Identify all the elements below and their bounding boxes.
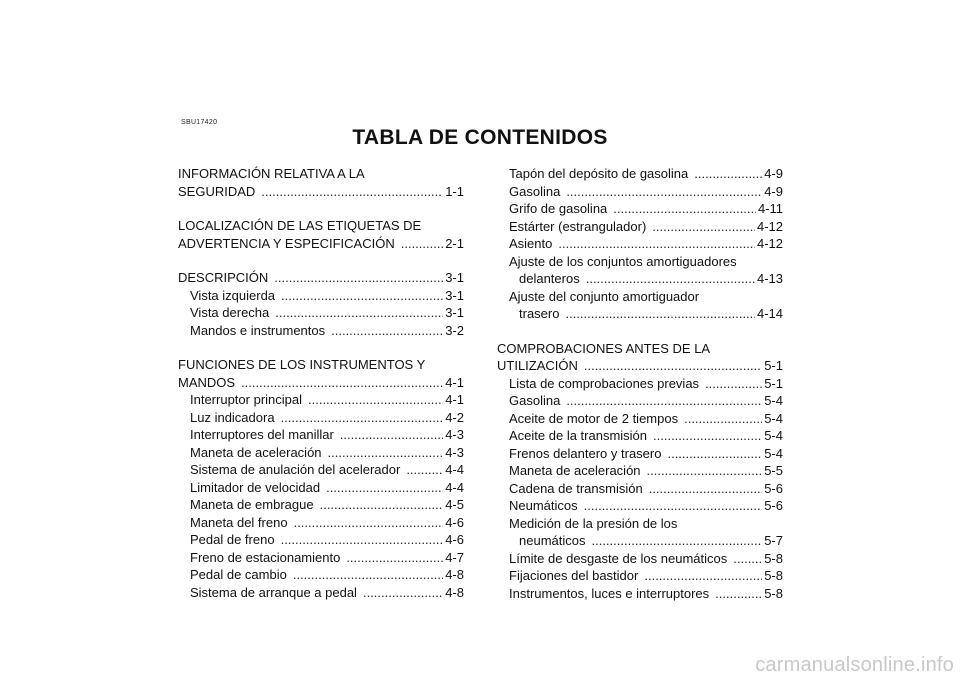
toc-entry-text: DESCRIPCIÓN <box>178 270 269 285</box>
leader-dots <box>293 566 443 584</box>
toc-entry[interactable] <box>497 200 783 218</box>
toc-entry-text: Pedal de cambio <box>190 567 287 582</box>
leader-dots <box>401 235 443 253</box>
toc-entry-text: neumáticos <box>519 533 586 548</box>
toc-entry-text: Límite de desgaste de los neumáticos <box>509 550 728 566</box>
toc-entry-text: Aceite de la transmisión <box>509 428 648 443</box>
toc-entry[interactable] <box>497 497 783 515</box>
toc-entry[interactable] <box>178 514 464 532</box>
toc-entry-text: delanteros <box>519 271 580 286</box>
watermark: carmanualsonline.info <box>755 654 954 676</box>
leader-dots <box>584 357 762 375</box>
toc-entry-text: Gasolina <box>509 393 561 408</box>
toc-entry[interactable] <box>178 531 464 549</box>
leader-dots <box>346 549 443 567</box>
leader-dots <box>649 480 763 498</box>
toc-entry-page: 4-6 <box>445 532 464 547</box>
toc-entry-page: 4-5 <box>445 497 464 512</box>
document-code: SBU17420 <box>181 119 218 126</box>
toc-entry-page: 1-1 <box>445 183 464 199</box>
leader-dots <box>644 567 762 585</box>
leader-dots <box>684 410 762 428</box>
leader-dots <box>653 427 762 445</box>
toc-entry-text: Interruptores del manillar <box>190 427 334 442</box>
leader-dots <box>733 550 762 568</box>
toc-entry-text: Grifo de gasolina <box>509 201 608 216</box>
toc-right-column <box>497 165 783 602</box>
toc-entry[interactable] <box>178 391 464 409</box>
toc-entry-text: INFORMACIÓN RELATIVA A LA <box>178 166 365 181</box>
toc-entry[interactable] <box>497 235 783 253</box>
toc-entry-text: Frenos delantero y trasero <box>509 445 662 461</box>
toc-entry-page: 4-3 <box>445 427 464 442</box>
toc-entry[interactable] <box>497 585 783 603</box>
toc-entry[interactable] <box>497 375 783 393</box>
toc-entry-text: Fijaciones del bastidor <box>509 568 639 583</box>
toc-entry-page: 5-1 <box>764 358 783 373</box>
toc-entry[interactable] <box>497 288 783 306</box>
toc-entry-text: UTILIZACIÓN <box>497 358 578 373</box>
toc-entry-text: Gasolina <box>509 183 561 199</box>
toc-entry[interactable] <box>497 253 783 271</box>
toc-entry[interactable] <box>497 218 783 236</box>
toc-entry-page: 4-11 <box>757 201 783 216</box>
toc-entry-page: 4-13 <box>756 271 783 286</box>
toc-entry-text: Maneta del freno <box>190 514 288 530</box>
leader-dots <box>558 235 755 253</box>
toc-entry-page: 5-4 <box>764 445 783 461</box>
toc-entry-text: Sistema de arranque a pedal <box>190 584 357 600</box>
toc-entry-page: 4-7 <box>445 549 464 565</box>
leader-dots <box>340 426 443 444</box>
toc-entry-page: 4-1 <box>445 392 464 407</box>
toc-entry[interactable] <box>178 479 464 497</box>
toc-entry[interactable] <box>497 532 783 550</box>
leader-dots <box>647 462 763 480</box>
toc-entry-text: Cadena de transmisión <box>509 480 643 496</box>
toc-entry[interactable] <box>497 427 783 445</box>
toc-entry[interactable] <box>178 269 464 287</box>
toc-entry-page: 4-6 <box>445 514 464 530</box>
toc-entry[interactable] <box>178 183 464 201</box>
toc-entry[interactable] <box>497 567 783 585</box>
toc-entry[interactable] <box>178 165 464 183</box>
toc-entry[interactable] <box>178 356 464 374</box>
toc-entry[interactable] <box>497 392 783 410</box>
toc-entry-page: 5-4 <box>764 410 783 426</box>
leader-dots <box>705 375 762 393</box>
toc-entry-page: 5-1 <box>764 375 783 391</box>
leader-dots <box>326 479 443 497</box>
toc-entry-text: Maneta de aceleración <box>509 463 641 478</box>
leader-dots <box>308 391 443 409</box>
leader-dots <box>667 445 762 463</box>
toc-entry-page: 4-4 <box>445 462 464 477</box>
toc-entry-page: 4-4 <box>445 479 464 495</box>
toc-entry-text: Luz indicadora <box>190 409 275 425</box>
toc-entry[interactable] <box>497 270 783 288</box>
toc-entry[interactable] <box>178 496 464 514</box>
toc-entry-page: 3-1 <box>445 287 464 303</box>
toc-entry-text: LOCALIZACIÓN DE LAS ETIQUETAS DE <box>178 218 422 233</box>
toc-entry-page: 5-4 <box>764 428 783 443</box>
leader-dots <box>694 165 762 183</box>
toc-entry[interactable] <box>178 409 464 427</box>
leader-dots <box>584 497 763 515</box>
toc-entry-text: Limitador de velocidad <box>190 479 321 495</box>
toc-entry[interactable] <box>497 515 783 533</box>
toc-entry[interactable] <box>178 374 464 392</box>
toc-entry[interactable] <box>178 461 464 479</box>
toc-entry[interactable] <box>497 183 783 201</box>
toc-left-column <box>178 165 464 601</box>
toc-entry-text: Pedal de freno <box>190 532 275 547</box>
leader-dots <box>652 218 755 236</box>
toc-entry-text: Sistema de anulación del acelerador <box>190 462 401 477</box>
toc-entry-page: 4-3 <box>445 444 464 460</box>
toc-entry[interactable] <box>178 217 464 235</box>
toc-entry[interactable] <box>497 357 783 375</box>
leader-dots <box>281 531 444 549</box>
toc-entry[interactable] <box>178 322 464 340</box>
toc-entry-text: Aceite de motor de 2 tiempos <box>509 410 679 426</box>
leader-dots <box>613 200 756 218</box>
toc-entry-text: Mandos e instrumentos <box>190 322 326 338</box>
toc-entry-text: SEGURIDAD <box>178 183 256 199</box>
toc-entry-text: Ajuste de los conjuntos amortiguadores <box>509 253 737 269</box>
toc-entry-text: Vista izquierda <box>190 287 276 303</box>
toc-entry-text: Ajuste del conjunto amortiguador <box>509 288 700 304</box>
toc-entry-page: 4-2 <box>445 409 464 425</box>
leader-dots <box>241 374 443 392</box>
toc-entry[interactable] <box>178 566 464 584</box>
leader-dots <box>406 461 443 479</box>
leader-dots <box>294 514 444 532</box>
toc-entry-page: 4-8 <box>445 584 464 600</box>
toc-entry[interactable] <box>497 305 783 323</box>
leader-dots <box>328 444 444 462</box>
toc-entry-page: 5-5 <box>764 463 783 478</box>
toc-entry[interactable] <box>497 550 783 568</box>
toc-entry[interactable] <box>178 444 464 462</box>
leader-dots <box>320 496 444 514</box>
leader-dots <box>715 585 762 603</box>
toc-entry-text: ADVERTENCIA Y ESPECIFICACIÓN <box>178 235 395 251</box>
leader-dots <box>275 304 443 322</box>
toc-entry-text: Tapón del depósito de gasolina <box>509 166 689 181</box>
leader-dots <box>261 183 443 201</box>
toc-entry[interactable] <box>178 549 464 567</box>
toc-entry-text: Freno de estacionamiento <box>190 549 341 565</box>
leader-dots <box>591 532 762 550</box>
toc-entry[interactable] <box>178 287 464 305</box>
toc-entry-page: 4-1 <box>445 374 464 390</box>
toc-entry-page: 2-1 <box>445 235 464 251</box>
toc-entry-page: 5-8 <box>764 550 783 566</box>
toc-entry-text: Lista de comprobaciones previas <box>509 375 700 391</box>
toc-entry-text: Vista derecha <box>190 305 270 320</box>
toc-entry-page: 3-1 <box>445 305 464 320</box>
toc-entry[interactable] <box>497 410 783 428</box>
toc-entry-text: Maneta de aceleración <box>190 444 322 460</box>
toc-entry[interactable] <box>497 480 783 498</box>
toc-entry-text: Interruptor principal <box>190 392 302 407</box>
leader-dots <box>363 584 443 602</box>
toc-entry-text: Neumáticos <box>509 498 578 513</box>
leader-dots <box>331 322 443 340</box>
toc-entry-text: Maneta de embrague <box>190 497 314 512</box>
leader-dots <box>565 305 755 323</box>
leader-dots <box>566 392 762 410</box>
toc-entry-page: 4-12 <box>756 236 783 251</box>
toc-entry[interactable] <box>178 235 464 253</box>
toc-entry-page: 5-8 <box>764 568 783 583</box>
toc-entry[interactable] <box>497 165 783 183</box>
toc-entry-text: Instrumentos, luces e interruptores <box>509 585 710 601</box>
toc-entry[interactable] <box>497 340 783 358</box>
toc-entry[interactable] <box>178 426 464 444</box>
toc-entry-text: COMPROBACIONES ANTES DE LA <box>497 340 711 356</box>
toc-entry[interactable] <box>178 304 464 322</box>
toc-entry[interactable] <box>178 584 464 602</box>
toc-entry[interactable] <box>497 445 783 463</box>
leader-dots <box>281 287 443 305</box>
toc-entry-page: 4-9 <box>764 183 783 199</box>
leader-dots <box>586 270 755 288</box>
leader-dots <box>566 183 762 201</box>
toc-entry-page: 4-12 <box>756 218 783 234</box>
toc-entry-page: 5-8 <box>764 585 783 601</box>
toc-entry-page: 4-9 <box>764 166 783 181</box>
toc-entry-page: 3-1 <box>445 270 464 285</box>
toc-entry-text: trasero <box>519 306 560 321</box>
toc-entry-text: Asiento <box>509 236 553 251</box>
page-title: TABLA DE CONTENIDOS <box>352 126 608 149</box>
leader-dots <box>274 269 443 287</box>
toc-entry-text: FUNCIONES DE LOS INSTRUMENTOS Y <box>178 357 426 372</box>
toc-entry-text: MANDOS <box>178 374 236 390</box>
toc-entry-page: 3-2 <box>445 322 464 338</box>
toc-entry-text: Estárter (estrangulador) <box>509 218 647 234</box>
toc-entry-page: 5-4 <box>764 393 783 408</box>
toc-entry-page: 5-7 <box>764 533 783 548</box>
toc-entry-page: 5-6 <box>764 480 783 496</box>
toc-entry[interactable] <box>497 462 783 480</box>
toc-entry-page: 5-6 <box>764 498 783 513</box>
leader-dots <box>281 409 444 427</box>
toc-entry-page: 4-8 <box>445 567 464 582</box>
toc-entry-page: 4-14 <box>756 306 783 321</box>
toc-entry-text: Medición de la presión de los <box>509 515 678 531</box>
